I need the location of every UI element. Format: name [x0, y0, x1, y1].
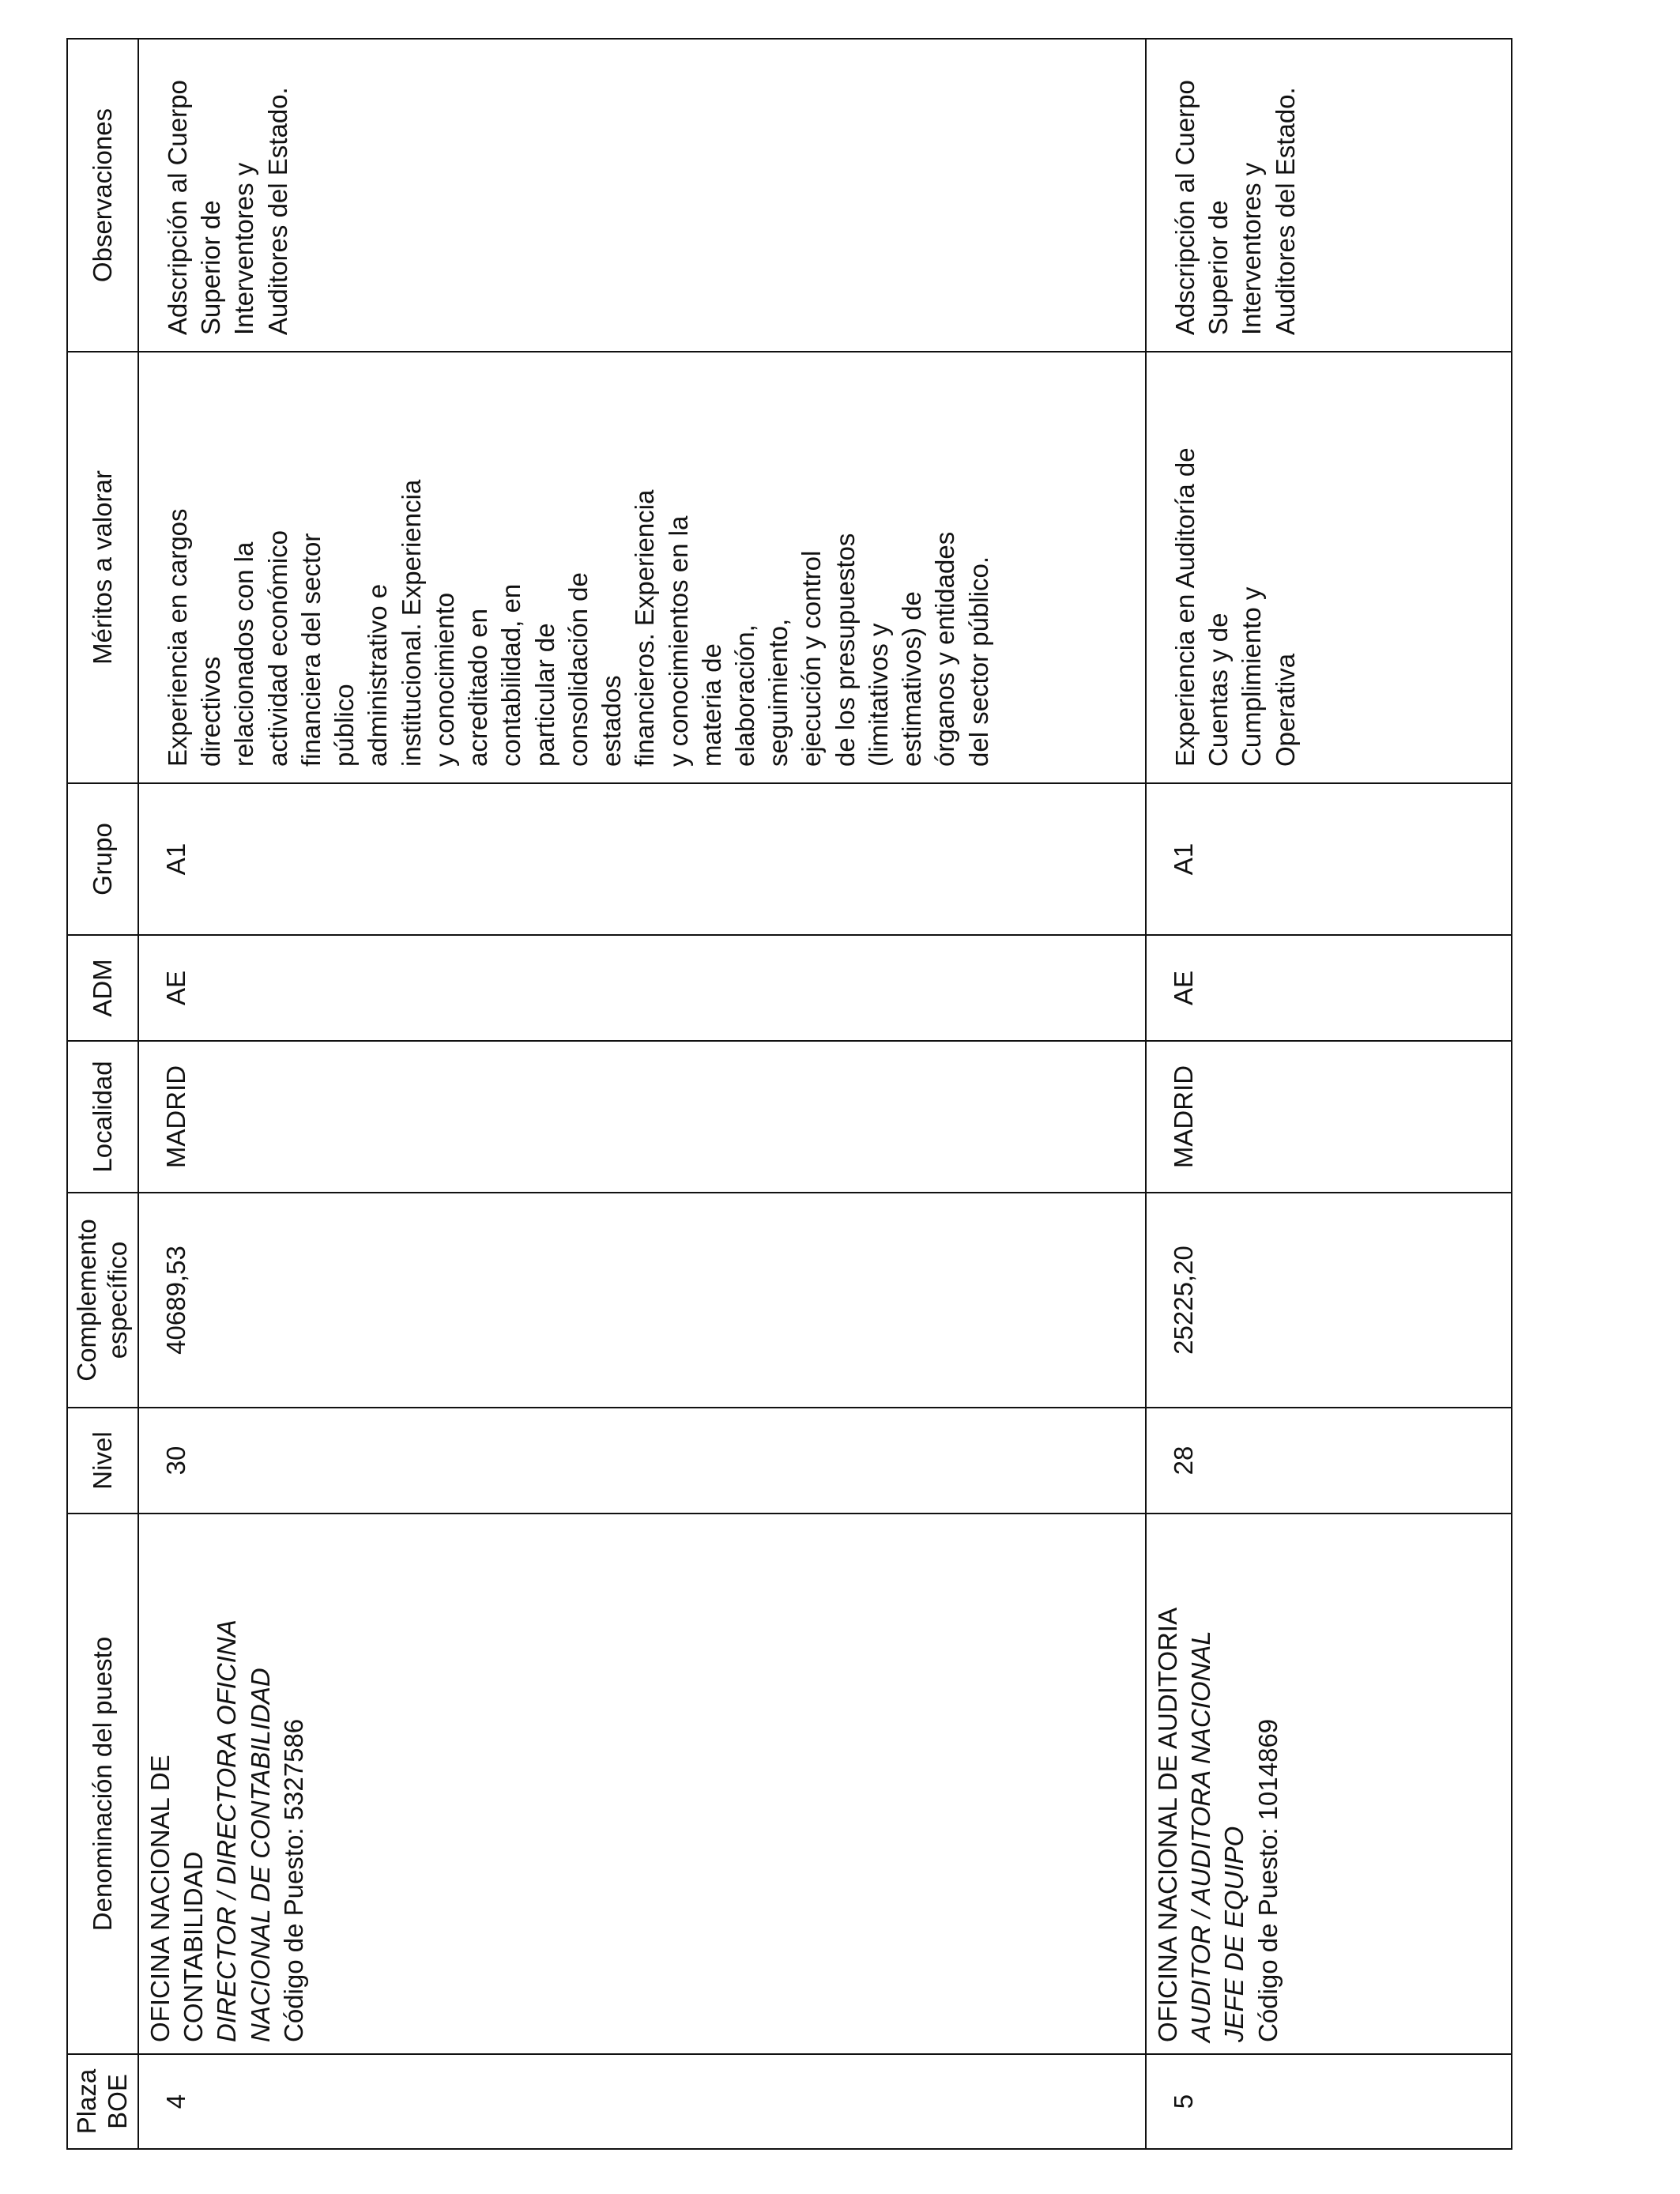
codigo-puesto: Código de Puesto: 5327586	[278, 1718, 308, 2042]
cell-plaza	[138, 2054, 1146, 2149]
localidad-value: MADRID	[1169, 1065, 1198, 1169]
meritos-line: ejecución y control	[797, 550, 827, 767]
adm-value: AE	[161, 970, 190, 1006]
complemento-value: 25225,20	[1169, 1246, 1198, 1355]
puesto-line: DIRECTOR / DIRECTORA OFICINA	[212, 1619, 242, 2042]
cell-adm	[138, 935, 1146, 1041]
puesto-line: JEFE DE EQUIPO	[1219, 1826, 1249, 2042]
header-row	[67, 39, 138, 2149]
meritos-line: (limitativos y	[863, 623, 893, 767]
nivel-value: 28	[1169, 1446, 1198, 1476]
plaza-value: 5	[1169, 2094, 1198, 2109]
rotated-table-wrapper	[66, 40, 1512, 2150]
cell-observaciones	[1146, 39, 1512, 352]
unidad-line: OFICINA NACIONAL DE	[145, 1755, 175, 2042]
meritos-line: y conocimiento	[429, 592, 459, 767]
meritos-line: financiera del sector	[296, 533, 326, 767]
meritos-line: materia de	[696, 643, 726, 767]
codigo-puesto: Código de Puesto: 1014869	[1252, 1718, 1283, 2042]
header-localidad: Localidad	[67, 1041, 138, 1193]
cell-complemento	[138, 1193, 1146, 1408]
observaciones-line: Adscripción al Cuerpo	[1170, 80, 1200, 335]
observaciones-line: Adscripción al Cuerpo	[163, 80, 192, 335]
header-plaza-line-2: BOE	[103, 2074, 132, 2129]
header-complemento-line-2: específico	[103, 1241, 132, 1359]
meritos-line: Experiencia en cargos	[163, 508, 192, 767]
cell-observaciones	[138, 39, 1146, 352]
cell-meritos	[138, 352, 1146, 783]
meritos-line: órganos y entidades	[930, 531, 960, 767]
cell-grupo	[138, 783, 1146, 935]
meritos-line: y conocimientos en la	[663, 515, 693, 767]
header-meritos: Méritos a valorar	[67, 352, 138, 783]
meritos-line: acreditado en	[463, 609, 493, 767]
cell-meritos	[1146, 352, 1512, 783]
cell-nivel	[1146, 1408, 1512, 1514]
meritos-line: público	[330, 684, 360, 767]
header-plaza	[67, 2054, 138, 2149]
localidad-value: MADRID	[161, 1065, 190, 1169]
meritos-line: administrativo e	[363, 583, 393, 767]
observaciones-line: Auditores del Estado.	[1270, 87, 1300, 335]
plaza-value: 4	[161, 2094, 190, 2109]
meritos-line: particular de	[529, 623, 559, 767]
unidad-line: OFICINA NACIONAL DE AUDITORIA	[1153, 1607, 1182, 2042]
unidad-line: CONTABILIDAD	[179, 1851, 209, 2042]
complemento-value: 40689,53	[161, 1246, 190, 1355]
observaciones-line: Auditores del Estado.	[262, 87, 292, 335]
meritos-line: contabilidad, en	[496, 583, 526, 767]
puesto-line: AUDITOR / AUDITORA NACIONAL	[1186, 1630, 1216, 2042]
meritos-line: actividad económico	[262, 530, 292, 767]
table-row	[138, 39, 1146, 2149]
meritos-line: de los presupuestos	[830, 533, 860, 767]
meritos-line: estados	[597, 675, 627, 767]
nivel-value: 30	[161, 1446, 190, 1476]
header-plaza-line-1: Plaza	[72, 2068, 102, 2135]
header-observaciones: Observaciones	[67, 39, 138, 352]
cell-grupo	[1146, 783, 1512, 935]
meritos-line: elaboración,	[729, 624, 759, 767]
header-nivel: Nivel	[67, 1408, 138, 1514]
meritos-line: Experiencia en Auditoría de	[1170, 447, 1200, 767]
meritos-line: Cumplimiento y	[1237, 586, 1267, 767]
observaciones-line: Superior de	[1203, 200, 1234, 335]
meritos-line: consolidación de	[563, 572, 593, 767]
cell-nivel	[138, 1408, 1146, 1514]
grupo-value: A1	[161, 843, 190, 876]
cell-denominacion	[138, 1514, 1146, 2054]
cell-denominacion	[1146, 1514, 1512, 2054]
cell-localidad	[1146, 1041, 1512, 1193]
puesto-line: NACIONAL DE CONTABILIDAD	[245, 1668, 275, 2042]
meritos-line: institucional. Experiencia	[396, 479, 426, 767]
meritos-line: relacionados con la	[229, 541, 259, 767]
observaciones-line: Superior de	[196, 200, 226, 335]
header-complemento-line-1: Complemento	[72, 1219, 102, 1382]
cell-localidad	[138, 1041, 1146, 1193]
grupo-value: A1	[1169, 843, 1198, 876]
meritos-line: Cuentas y de	[1203, 613, 1234, 767]
cell-complemento	[1146, 1193, 1512, 1408]
header-complemento	[67, 1193, 138, 1408]
cell-plaza	[1146, 2054, 1512, 2149]
meritos-line: del sector público.	[963, 556, 993, 767]
header-grupo: Grupo	[67, 783, 138, 935]
header-denominacion: Denominación del puesto	[67, 1514, 138, 2054]
table-row	[1146, 39, 1512, 2149]
meritos-line: Operativa	[1270, 653, 1300, 767]
meritos-line: financieros. Experiencia	[630, 489, 660, 767]
meritos-line: seguimiento,	[763, 618, 793, 767]
observaciones-line: Interventores y	[1237, 162, 1267, 335]
observaciones-line: Interventores y	[229, 162, 259, 335]
header-adm: ADM	[67, 935, 138, 1041]
adm-value: AE	[1169, 970, 1198, 1006]
meritos-line: directivos	[196, 656, 226, 767]
cell-adm	[1146, 935, 1512, 1041]
vacancies-table	[66, 38, 1512, 2150]
meritos-line: estimativos) de	[897, 591, 927, 767]
